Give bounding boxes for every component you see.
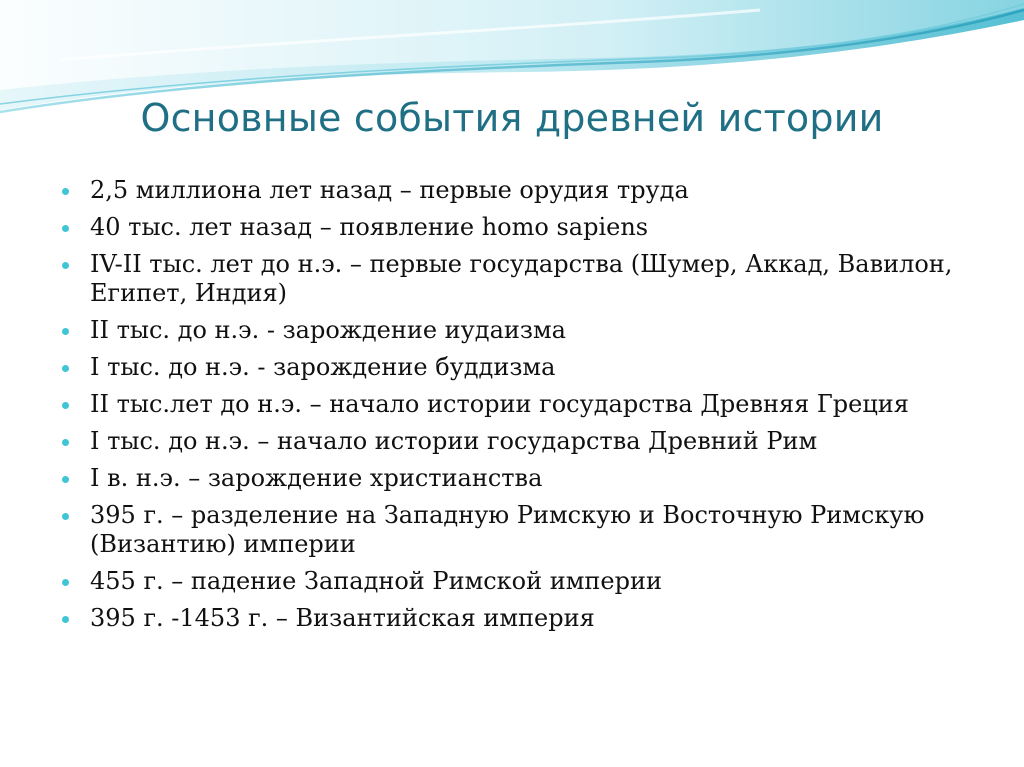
bullet-dot-icon [62, 402, 69, 409]
bullet-dot-icon [62, 476, 69, 483]
list-item-text: 40 тыс. лет назад – появление homo sapiens [90, 213, 649, 241]
bullet-dot-icon [62, 225, 69, 232]
list-item-text: 2,5 миллиона лет назад – первые орудия труда [90, 176, 689, 204]
list-item [60, 213, 960, 242]
bullet-dot-icon [62, 188, 69, 195]
list-item [60, 604, 960, 633]
list-item-text: II тыс. до н.э. - зарождение иудаизма [90, 316, 566, 344]
bullet-dot-icon [62, 513, 69, 520]
list-item-text: 395 г. -1453 г. – Византийская империя [90, 604, 595, 632]
list-item [60, 176, 960, 205]
list-item [60, 316, 960, 345]
list-item-text: I в. н.э. – зарождение христианства [90, 464, 543, 492]
list-item-text: 395 г. – разделение на Западную Римскую и Восточную Римскую (Византию) империи [90, 501, 925, 558]
list-item-text: IV-II тыс. лет до н.э. – первые государства (Шумер, Аккад, Вавилон, Египет, Индия) [90, 250, 953, 307]
list-item [60, 353, 960, 382]
bullet-dot-icon [62, 262, 69, 269]
list-item-text: II тыс.лет до н.э. – начало истории государства Древняя Греция [90, 390, 909, 418]
bullet-list [60, 176, 960, 641]
bullet-dot-icon [62, 579, 69, 586]
list-item [60, 567, 960, 596]
list-item [60, 390, 960, 419]
bullet-dot-icon [62, 365, 69, 372]
list-item-text: 455 г. – падение Западной Римской империи [90, 567, 662, 595]
list-item [60, 501, 960, 559]
bullet-dot-icon [62, 328, 69, 335]
list-item [60, 427, 960, 456]
list-item [60, 464, 960, 493]
bullet-dot-icon [62, 439, 69, 446]
slide-title: Основные события древней истории [140, 96, 884, 140]
list-item-text: I тыс. до н.э. – начало истории государства Древний Рим [90, 427, 818, 455]
list-item-text: I тыс. до н.э. - зарождение буддизма [90, 353, 556, 381]
bullet-dot-icon [62, 616, 69, 623]
list-item [60, 250, 960, 308]
